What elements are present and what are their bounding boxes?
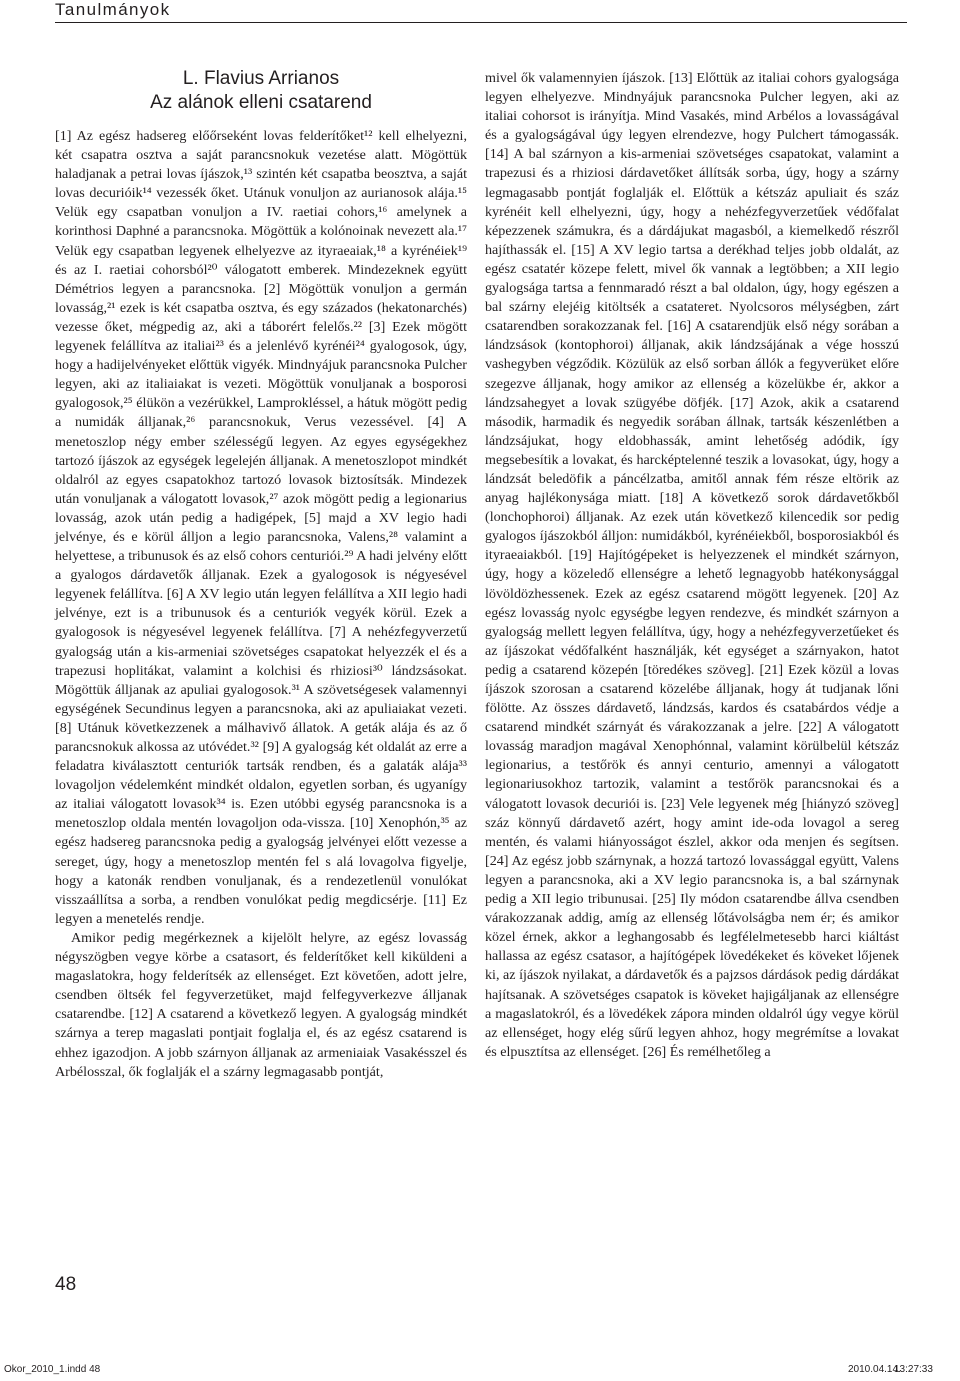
running-head (55, 0, 907, 23)
left-text-column (55, 127, 467, 1082)
section-label: Tanulmányok (55, 0, 171, 19)
article-author: L. Flavius Arrianos (182, 68, 340, 89)
article-title: Az alánok elleni csatarend (150, 92, 372, 113)
print-slug-date: 2010.04.14. (848, 1364, 901, 1375)
print-slug-time: 13:27:33 (894, 1364, 933, 1375)
body-paragraph: mivel ők valamennyien íjászok. [13] Előttük az italiai cohors gyalogsága legyen elhelyezve. Mindnyájuk parancsnoka Pulcher legyen, aki az italiai cohorsot is irányítja. Mind Vasakés, mind Arbélos a lovasságával és a gyalogságával úgy legyen elrendezve, hogy Pulchert támogassák. [14] A bal szárnyon a kis-armeniai szövetséges csapatokat, valamint a trapezusi és a rhiziosi dárdavetőket állítsák sorba, úgy, hogy a szárny legmagasabb pontját foglalják el. Előttük a kétszáz apuliait és száz kyrénéit kell elhelyezni, úgy, hogy a nehézfegyverzetűek védőfalat képezzenek számukra, és a dárdájukat magasból, a kiemelkedő részről hajíthassák el. [15] A XV legio tartsa a derékhad teljes jobb oldalát, az egész csatatér közepe felett, mivel ők vannak a legtöbben; a XII legio gyalogsága tartsa a fennmaradó részt a bal oldalon, úgy, hogy egészen a bal szárny elejéig kitöltsék a csatateret. Nyolcsoros mélységben, zárt csatarendben sorakozzanak fel. [16] A csatarendjük első négy sorában a lándzsások (kontophoroi) álljanak, akik lándzsájának a vége hosszú vashegyben végződik. Közülük az első sorban állók a fegyverüket előre szegezve álljanak, hogy amikor az ellenség a közelükbe ér, akkor a lándzsahegyet a lovak szügyébe döfjék. [17] Azok, akik a csatarend második, harmadik és negyedik sorában állnak, tartsák készenlétben a lándzsájukat, hogy eldobhassák, amint lehetőség adódik, így megsebesítik a lovakat, és harcképtelenné teszik a lovasokat, úgy, hogy a lándzsát beledöfik a páncélzatba, amitől annak fém része eltörik az anyag hajlékonysága miatt. [18] A következő sorok dárdavetőkből (lonchophoroi) álljanak. Az ezek után következő kilencedik sor pedig gyalogos íjászokból álljon: numidákból, kyrénéiekből, bosporosiakból és ityraeaiakból. [19] Hajítógépeket is helyezzenek el mindkét szárnyon, úgy, hogy a közeledő ellenségre a lehető legnagyobb hatékonysággal lövöldözhessenek. Ezek az egész csatarend mögött legyenek. [20] Az egész lovasság nyolc egységbe legyen rendezve, és mindkét szárnyon a gyalogság mellett legyen felállítva, úgy, hogy a nehézfegyverzetűeket és az íjászokat védőfalként használják, két egységet a szárnyakon, hatot pedig a csatarend közepén [töredékes szöveg]. [21] Ezek közül a lovas íjászok szorosan a csatarend közelébe álljanak, hogy át tudjanak lőni fölötte. Az összes dárdavető, lándzsás, kardos és csatabárdos védje a csatarend mindkét szárnyát és várakozzanak a jelre. [22] A válogatott lovasság maradjon magával Xenophónnal, valamint körülbelül kétszáz legionarius, a testőrök és annyi centurio, amennyi a válogatott legionariusokhoz tartozik, valamint a testőrök parancsnokai és a válogatott lovasok decuriói is. [23] Vele legyenek még [hiányzó szöveg] száz könnyű dárdavető azért, hogy amint ide-oda lovagol a sereg mentén, és valami hiányosságot észlel, akkor oda menjen és segítsen. [24] Az egész jobb szárnynak, a hozzá tartozó lovassággal együtt, Valens legyen a parancsnoka, aki a XV legio parancsnoka is, a bal szárnynak pedig a XII legio tribunusai. [25] Ily módon csatarendbe állva csendben várakozzanak addig, amíg az ellenség lőtávolságba nem ér; és amikor közel érnek, akkor a leghangosabb és legfélelmetesebb harci kiáltást hallassa az egész csatasor, a hajítógépek lövedékeket és köveket lőjenek ki, az íjászok nyilakat, a dárdavetők és a pajzsos dárdások pedig dárdákat hajítsanak. A szövetséges csapatok is köveket hajigáljanak az ellenségre a magaslatokról, és a lövedékek zápora minden oldalról úgy vegye körül az ellenséget, hogy elég sűrű legyen ahhoz, hogy megrémítse a lovakat és elpusztítsa az ellenséget. [26] És remélhetőleg a (485, 70, 899, 1060)
body-paragraph: [1] Az egész hadsereg előőrseként lovas felderítőket¹² kell elhelyezni, két csapatra osztva a saját parancsnokuk vezetése alatt. Mögöttük haladjanak a petrai lovas íjászok,¹³ szintén két csapatba beosztva, a saját lovas decurióik¹⁴ vezessék őket. Utánuk vonuljon az aurianosok alája.¹⁵ Velük egy csapatban vonuljon a IV. raetiai cohors,¹⁶ amelynek a korinthosi Daphné a parancsnoka. Mögöttük a kolónoinak nevezett ala.¹⁷ Velük egy csapatban legyenek elhelyezve az ityraeaiak,¹⁸ a kyrénéiek¹⁹ és az I. raetiai cohorsból²⁰ válogatott emberek. Mindezeknek együtt Démétrios legyen a parancsnoka. [2] Mögöttük vonuljon a germán lovasság,²¹ ezek is két csapatba osztva, és egy százados (hekatonarchés) vezesse őket, mégpedig az, aki a táborért felelős.²² [3] Ezek mögött legyenek felállítva az italiai²³ és a jelenlévő kyrénéi²⁴ gyalogosok, úgy, hogy a hadijelvényeket előttük vigyék. Mindnyájuk parancsnoka Pulcher legyen, aki az italiaiakat is vezeti. Mögöttük vonuljanak a bosporosi gyalogosok,²⁵ élükön a vezérükkel, Lamprokléssel, a hátuk mögött pedig a numidák álljanak,²⁶ parancsnokuk, Verus vezessével. [4] A menetoszlop négy ember szélességű legyen. Az egyes egységekhez tartozó íjászok az egységek legelején álljanak. A menetoszlopot mindkét oldalról az egyes csapatokhoz tartozó lovasok biztosítsák. Mindezek után vonuljanak a válogatott lovasok,²⁷ azok mögött pedig a legionarius lovasság, azok után pedig a hadigépek, [5] majd a XV legio hadi jelvénye, és e körül álljon a legio parancsnoka, Valens,²⁸ valamint a helyettese, a tribunusok és az első cohors centuriói.²⁹ A hadi jelvény előtt a gyalogos dárdavetők álljanak. Ezek a gyalogosok is négyesével legyenek felállítva. [6] A XV legio után legyen felállítva a XII legio hadi jelvénye, ezt is a tribunusok és a centuriók vegyék körül. Ezek a gyalogosok is négyesével legyenek felállítva. [7] A nehézfegyverzetű gyalogság után a kis-armeniai szövetséges csapatokat helyezzék el és a trapezusi hoplitákat, valamint a kolchisi és rhiziosi³⁰ lándzsásokat. Mögöttük álljanak az apuliai gyalogosok.³¹ A szövetségesek valamennyi egységének Secundinus legyen a parancsnoka, aki az apuliaiakat vezeti. [8] Utánuk következzenek a málhavivő állatok. A geták alája és az ő parancsnokuk alkossa az utóvédet.³² [9] A gyalogság két oldalát az erre a feladatra kiválasztott centuriók tartsák rendben, és a galaták alája³³ lovagoljon védelemként mindkét oldalon, egyetlen sorban, és ugyanígy az italiai válogatott lovasok³⁴ is. Ezen utóbbi egység parancsnoka is a menetoszlop oldala mentén lovagoljon oda-vissza. [10] Xenophón,³⁵ az egész hadsereg parancsnoka pedig a gyalogság jelvényei előtt vezesse a sereget, úgy, hogy a menetoszlop mentén fel s alá lovagolva figyelje, hogy a katonák rendben vonuljanak, és a rendezetlenül vonulókat visszaállítsa a sorba, a rendben vonulókat pedig megdicsérje. [11] Ez legyen a menetelés rendje. (55, 128, 467, 927)
print-slug-file: Okor_2010_1.indd 48 (4, 1364, 101, 1375)
body-paragraph: Amikor pedig megérkeznek a kijelölt helyre, az egész lovasság négyszögben vegye körbe a csatasort, és felderítőket kell kiküldeni a magaslatokra, hogy felderítsék az ellenséget. Ezt követően, adott jelre, csendben öltsék fel fegyverzetüket, majd felfegyverkezve álljanak csatarendbe. [12] A csatarend a következő legyen. A gyalogság mindkét szárnya a terep magaslati pontjait foglalja el, és az egész csatarend is ehhez igazodjon. A jobb szárnyon álljanak az armeniaiak Vasakésszel és Arbélosszal, ők foglalják el a szárny legmagasabb pontját, (55, 929, 467, 1080)
page-number: 48 (55, 1274, 77, 1295)
right-text-column (485, 69, 899, 1062)
